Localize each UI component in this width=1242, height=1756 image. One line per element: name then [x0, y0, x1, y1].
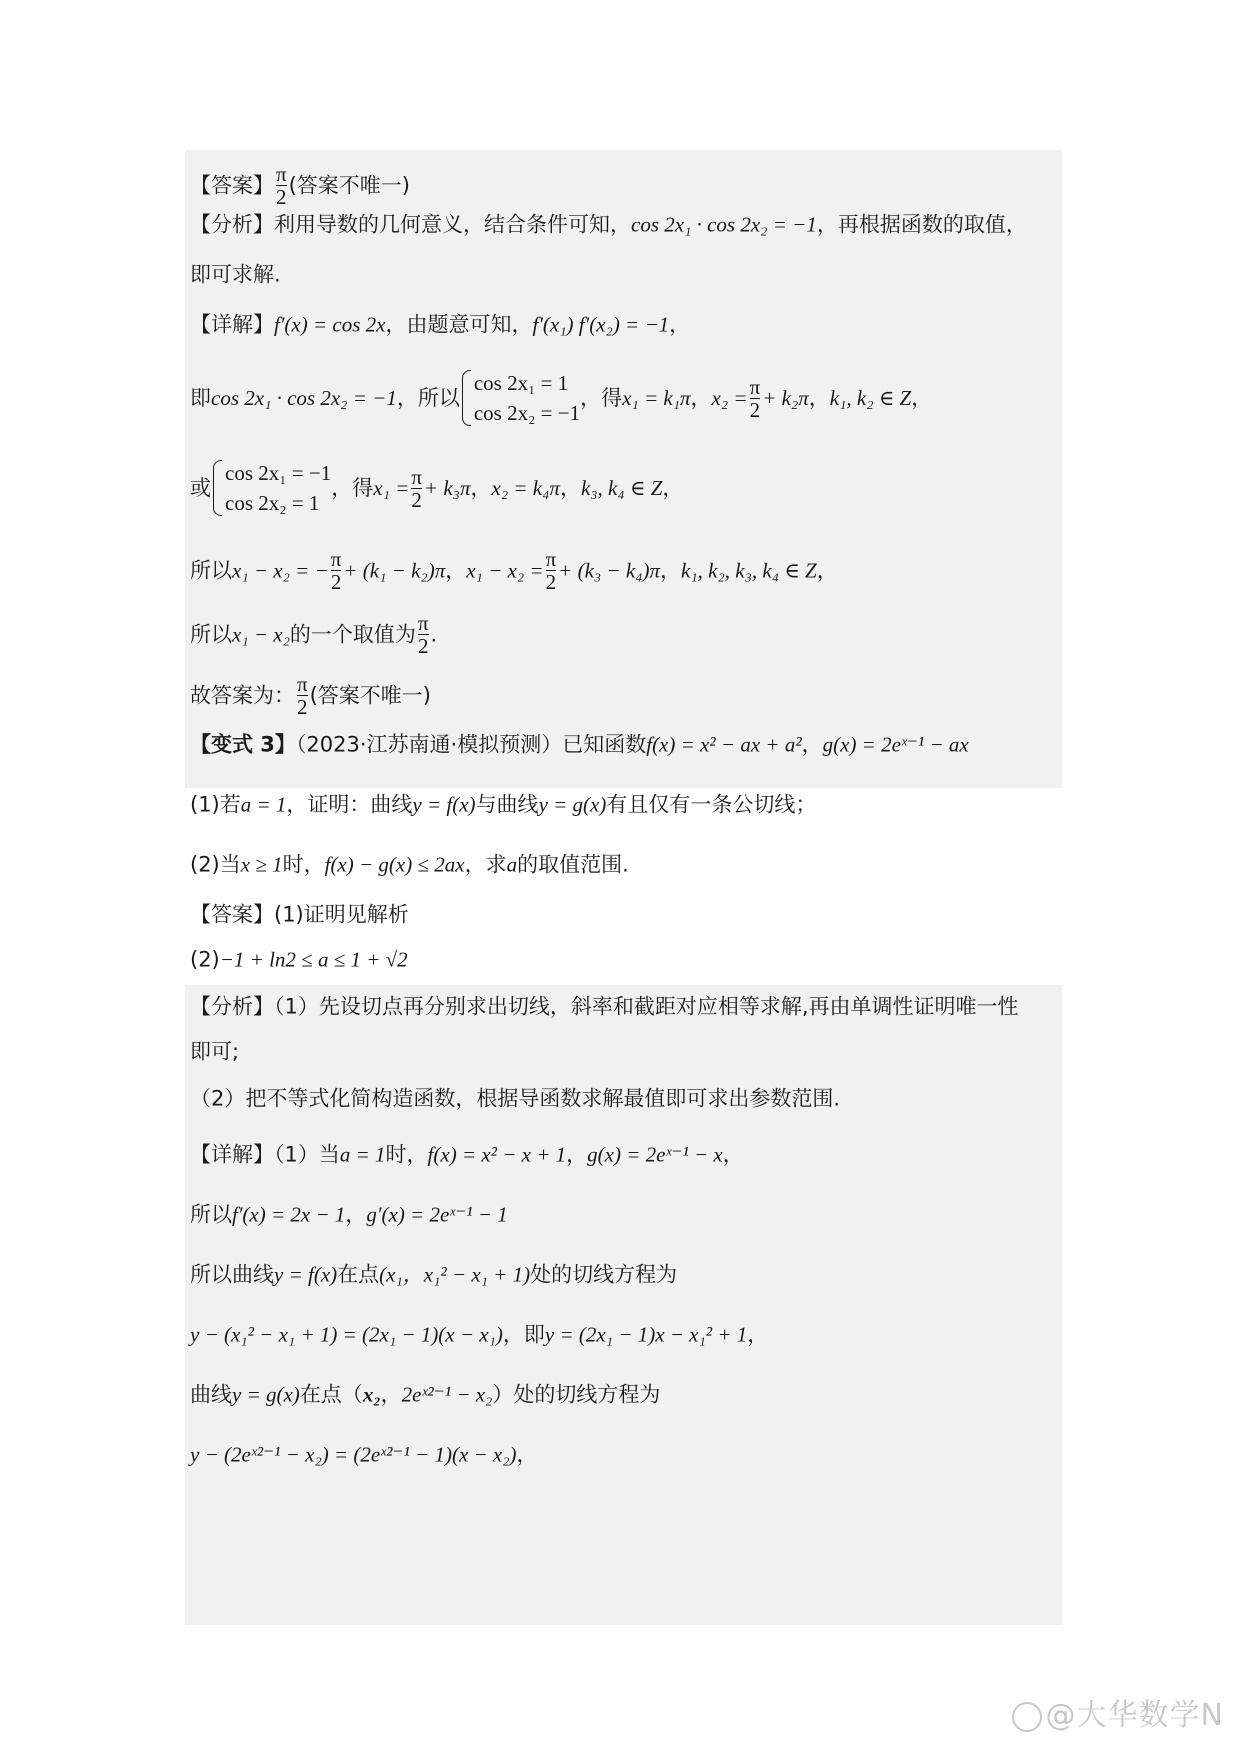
fraction: $\frac{\pi}{2}$ [417, 611, 429, 658]
detail-line-value: 所以x₁ − x₂的一个取值为 $\frac{\pi}{2}$ . [190, 611, 438, 658]
math-expression: f′(x) = cos 2x [274, 312, 386, 337]
answer-note: (答案不唯一) [288, 173, 410, 198]
detail-line-tangent-g-eq: y − (2eˣ²⁻¹ − x₂) = (2eˣ²⁻¹ − 1)(x − x₂)， [190, 1442, 538, 1467]
detail-line-tangent-g: 曲线y = g(x)在点（x₂，2eˣ²⁻¹ − x₂）处的切线方程为 [190, 1382, 661, 1407]
variant-problem-line: 【变式 3】（2023·江苏南通·模拟预测）已知函数f(x) = x² − ax + a²，g(x) = 2eˣ⁻¹ − ax [190, 732, 969, 757]
detail-line: 【详解】（1）当a = 1时，f(x) = x² − x + 1，g(x) = 2eˣ⁻¹ − x， [190, 1142, 744, 1167]
final-answer-line: 故答案为： $\frac{\pi}{2}$ (答案不唯一) [190, 672, 431, 719]
variant-tag: 【变式 3】 [190, 732, 296, 757]
detail-line-system-1: 即cos 2x₁ · cos 2x₂ = −1，所以 cos 2x₁ = 1 cos 2x₂ = −1 ，得x₁ = k₁π，x₂ = $\frac{\pi}{2}$ + k₂π，k₁, k₂ ∈ Z， [190, 368, 1060, 428]
detail-line-system-2: 或 cos 2x₁ = −1 cos 2x₂ = 1 ，得x₁ = $\frac{\pi}{2}$ + k₃π，x₂ = k₄π，k₃, k₄ ∈ Z， [190, 458, 1060, 518]
math-expression: cos 2x₁ · cos 2x₂ = −1 [631, 212, 817, 237]
answer-tag: 【答案】 [190, 173, 274, 198]
fraction: $\frac{\pi}{2}$ [330, 547, 342, 594]
equation-system: cos 2x₁ = 1 cos 2x₂ = −1 [460, 368, 580, 428]
analysis-line: 【分析】（1）先设切点再分别求出切线，斜率和截距对应相等求解,再由单调性证明唯一性 [190, 994, 1019, 1019]
question-1-line: (1)若a = 1，证明：曲线y = f(x)与曲线y = g(x)有且仅有一条公切线； [190, 792, 817, 817]
answer-line-2: (2)−1 + ln2 ≤ a ≤ 1 + √2 [190, 947, 408, 972]
analysis-tag: 【分析】 [190, 212, 274, 237]
detail-line-tangent-f: 所以曲线y = f(x)在点(x₁，x₁² − x₁ + 1)处的切线方程为 [190, 1262, 678, 1287]
question-2-line: (2)当x ≥ 1时，f(x) − g(x) ≤ 2ax，求a的取值范围. [190, 852, 629, 877]
detail-tag: 【详解】 [190, 312, 274, 337]
answer-line [190, 163, 1060, 208]
fraction: $\frac{\pi}{2}$ [749, 374, 761, 422]
analysis-tag: 【分析】 [190, 994, 274, 1019]
analysis-line-2: 即可求解. [190, 262, 281, 287]
math-expression: cos 2x₁ · cos 2x₂ = −1 [211, 386, 397, 410]
detail-line-derivatives: 所以f′(x) = 2x − 1，g′(x) = 2eˣ⁻¹ − 1 [190, 1202, 508, 1227]
weibo-logo-icon [1012, 1702, 1042, 1732]
answer-tag: 【答案】 [190, 902, 274, 927]
detail-tag: 【详解】 [190, 1142, 274, 1167]
fraction: $\frac{\pi}{2}$ [276, 162, 287, 209]
watermark: @大华数学N [1012, 1690, 1224, 1734]
detail-line-difference: 所以x₁ − x₂ = − $\frac{\pi}{2}$ + (k₁ − k₂)π，x₁ − x₂ = $\frac{\pi}{2}$ + (k₃ − k₄)π，k₁, k₂, k₃, k₄ ∈ Z， [190, 547, 838, 594]
analysis-line: 【分析】利用导数的几何意义，结合条件可知，cos 2x₁ · cos 2x₂ = −1，再根据函数的取值， [190, 212, 1027, 237]
detail-line-tangent-f-eq: y − (x₁² − x₁ + 1) = (2x₁ − 1)(x − x₁)，即y = (2x₁ − 1)x − x₁² + 1， [190, 1322, 769, 1347]
analysis-line-3: （2）把不等式化简构造函数，根据导函数求解最值即可求出参数范围. [190, 1086, 841, 1111]
fraction: $\frac{\pi}{2}$ [545, 547, 557, 594]
detail-line: 【详解】f′(x) = cos 2x，由题意可知，f′(x₁) f′(x₂) = −1， [190, 312, 691, 337]
fraction: $\frac{\pi}{2}$ [297, 672, 308, 719]
analysis-line-2: 即可; [190, 1039, 240, 1064]
fraction: $\frac{\pi}{2}$ [411, 464, 422, 512]
solution-shaded-block [185, 985, 1062, 1625]
equation-system: cos 2x₁ = −1 cos 2x₂ = 1 [211, 458, 331, 518]
math-expression: f′(x₁) f′(x₂) = −1 [532, 312, 670, 337]
answer-line: 【答案】(1)证明见解析 [190, 902, 409, 927]
